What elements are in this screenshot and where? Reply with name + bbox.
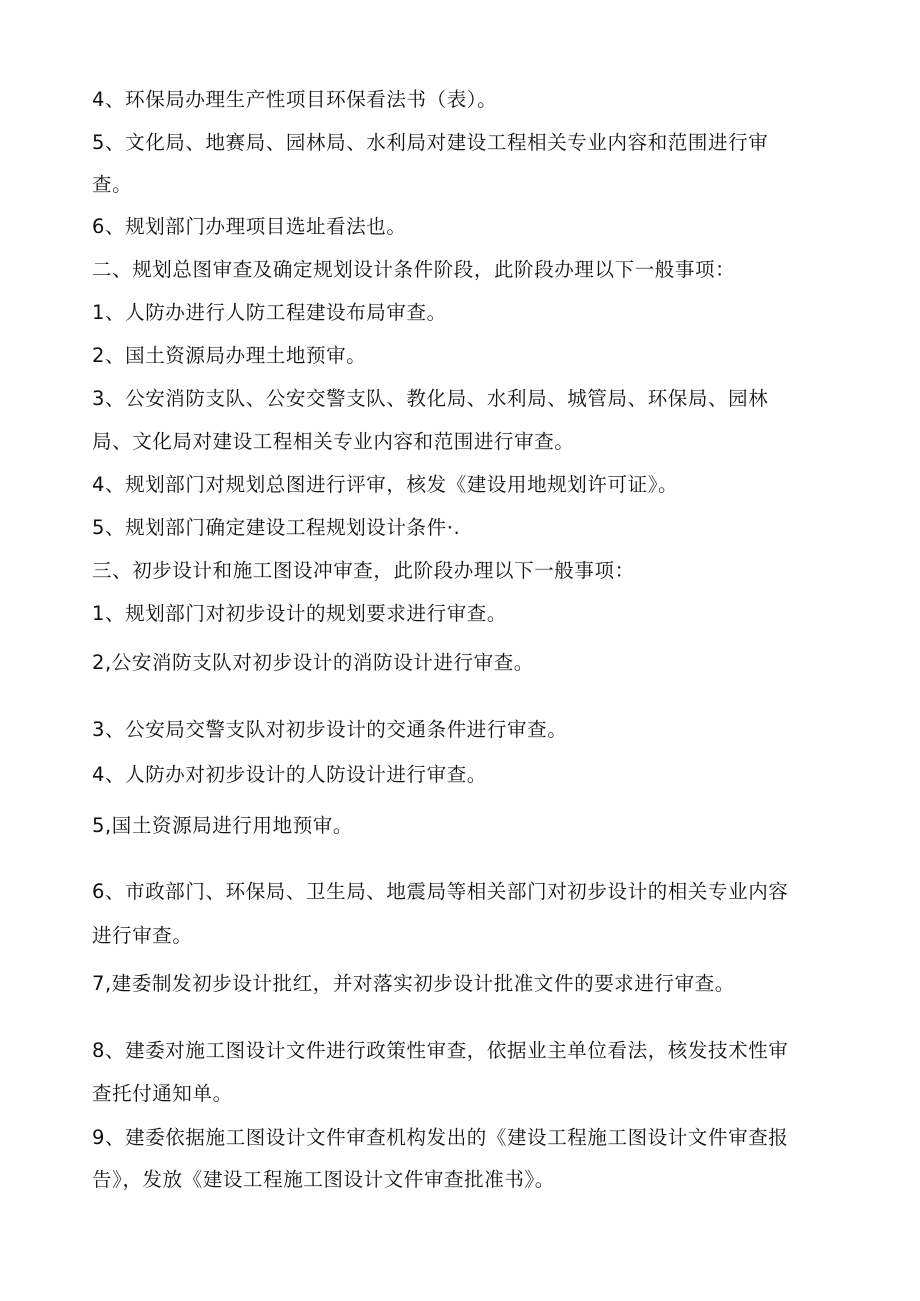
text-line-item-5-culture: 5、文化局、地赛局、园林局、水利局对建设工程相关专业内容和范围进行审 <box>92 131 769 154</box>
text-line-s3-item-3: 3、公安局交警支队对初步设计的交通条件进行审查。 <box>92 718 568 741</box>
text-line-s3-item-6-cont: 进行审查。 <box>92 924 193 947</box>
text-line-s2-item-4: 4、规划部门对规划总图进行评审，核发《建设用地规划许可证》。 <box>92 473 679 496</box>
text-line-s2-item-3: 3、公安消防支队、公安交警支队、教化局、水利局、城管局、环保局、园林 <box>92 387 769 410</box>
text-line-item-5-cont: 查。 <box>92 173 133 196</box>
text-line-s2-item-3-cont: 局、文化局对建设工程相关专业内容和范围进行审查。 <box>92 430 575 453</box>
text-line-item-4-env: 4、环保局办理生产性项目环保看法书（表）。 <box>92 88 498 111</box>
text-line-s3-item-1: 1、规划部门对初步设计的规划要求进行审查。 <box>92 602 508 625</box>
text-line-s3-item-7: 7,建委制发初步设计批红，并对落实初步设计批准文件的要求进行审查。 <box>92 972 735 995</box>
text-line-item-6-planning: 6、规划部门办理项目选址看法也。 <box>92 215 407 238</box>
text-line-s3-item-4: 4、人防办对初步设计的人防设计进行审查。 <box>92 763 487 786</box>
text-line-s3-item-8: 8、建委对施工图设计文件进行政策性审查，依据业主单位看法，核发技术性审 <box>92 1039 789 1062</box>
section-heading-2: 二、规划总图审查及确定规划设计条件阶段，此阶段办理以下一般事项： <box>92 258 736 281</box>
text-line-s3-item-9: 9、建委依据施工图设计文件审查机构发出的《建设工程施工图设计文件审查报 <box>92 1126 789 1149</box>
text-line-s2-item-5: 5、规划部门确定建设工程规划设计条件·. <box>92 516 461 539</box>
section-heading-3: 三、初步设计和施工图设冲审查，此阶段办理以下一般事项： <box>92 559 635 582</box>
text-line-s3-item-2: 2,公安消防支队对初步设计的消防设计进行审查。 <box>92 651 534 674</box>
text-line-s3-item-6: 6、市政部门、环保局、卫生局、地震局等相关部门对初步设计的相关专业内容 <box>92 880 789 903</box>
text-line-s3-item-8-cont: 查托付通知单。 <box>92 1082 233 1105</box>
text-line-s3-item-9-cont: 告》，发放《建设工程施工图设计文件审查批准书》。 <box>92 1168 555 1191</box>
text-line-s2-item-2: 2、国土资源局办理土地预审。 <box>92 344 367 367</box>
text-line-s2-item-1: 1、人防办进行人防工程建设布局审查。 <box>92 301 447 324</box>
text-line-s3-item-5: 5,国土资源局进行用地预审。 <box>92 814 354 837</box>
